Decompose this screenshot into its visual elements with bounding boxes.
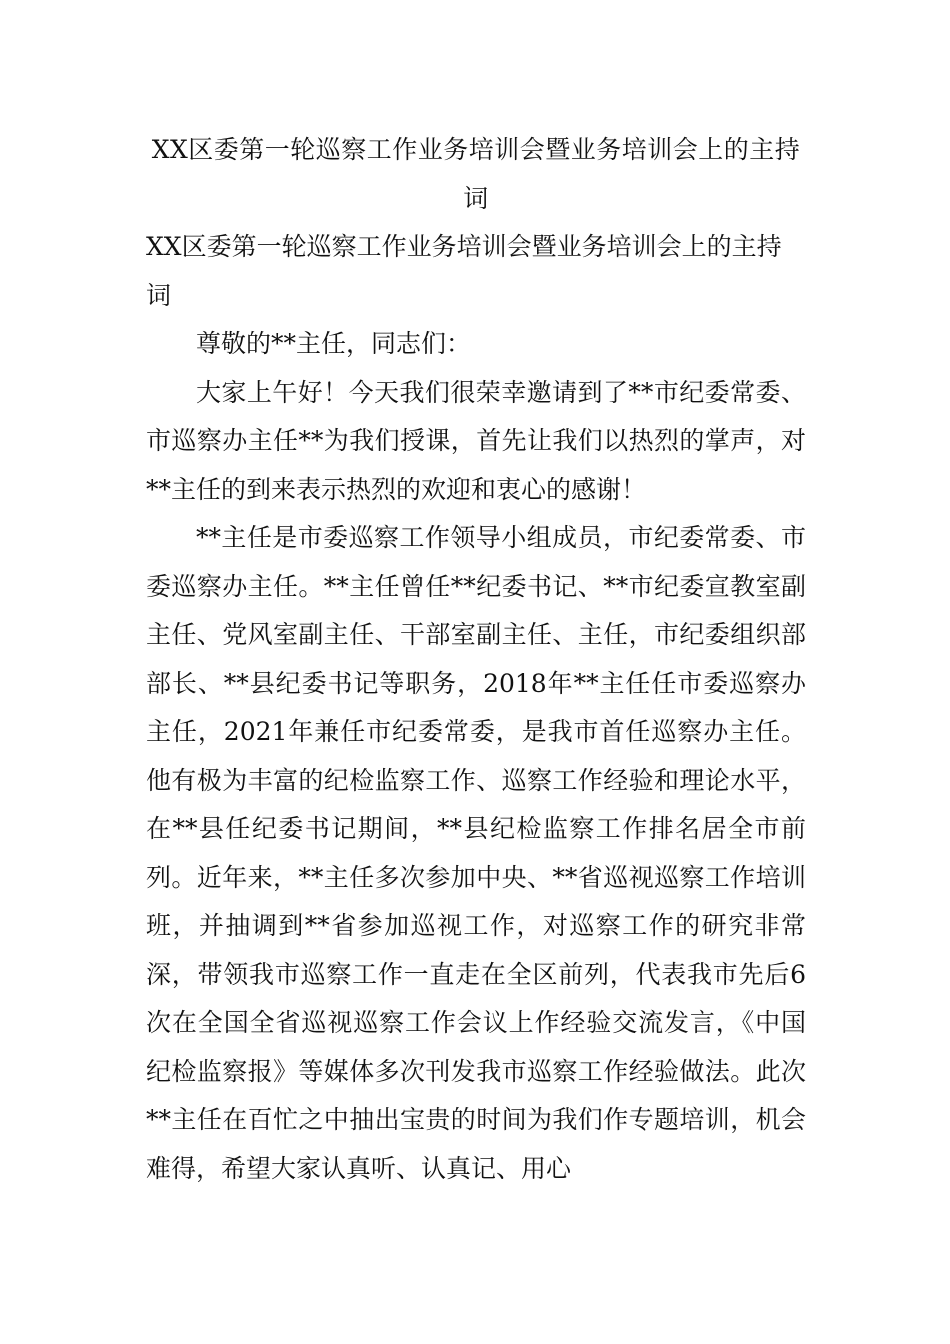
salutation-paragraph: 尊敬的**主任，同志们： [196, 329, 472, 358]
introduction-paragraph: **主任是市委巡察工作领导小组成员，市纪委常委、市委巡察办主任。**主任曾任**纪委书记、**市纪委宣教室副主任、党风室副主任、干部室副主任、主任，市纪委组织部部长、**县纪委书记等职务，2018年**主任任市委巡察办主任，2021年兼任市纪委常委，是我市首任巡察办主任。他有极为丰富的纪检监察工作、巡察工作经验和理论水平，在**县任纪委书记期间，**县纪检监察工作排名居全市前列。近年来，**主任多次参加中央、**省巡视巡察工作培训班，并抽调到**省参加巡视工作，对巡察工作的研究非常深，带领我市巡察工作一直走在全区前列，代表我市先后6次在全国全省巡视巡察工作会议上作经验交流发言，《中国纪检监察报》等媒体多次刊发我市巡察工作经验做法。此次**主任在百忙之中抽出宝贵的时间为我们作专题培训，机会难得，希望大家认真听、认真记、用心 [146, 523, 806, 1183]
welcome-paragraph: 大家上午好！今天我们很荣幸邀请到了**市纪委常委、市巡察办主任**为我们授课，首先让我们以热烈的掌声，对**主任的到来表示热烈的欢迎和衷心的感谢！ [146, 377, 806, 504]
document-subtitle: XX区委第一轮巡察工作业务培训会暨业务培训会上的主持词 [146, 232, 782, 310]
document-title: XX区委第一轮巡察工作业务培训会暨业务培训会上的主持词 [151, 135, 801, 213]
document-body [146, 126, 806, 1193]
